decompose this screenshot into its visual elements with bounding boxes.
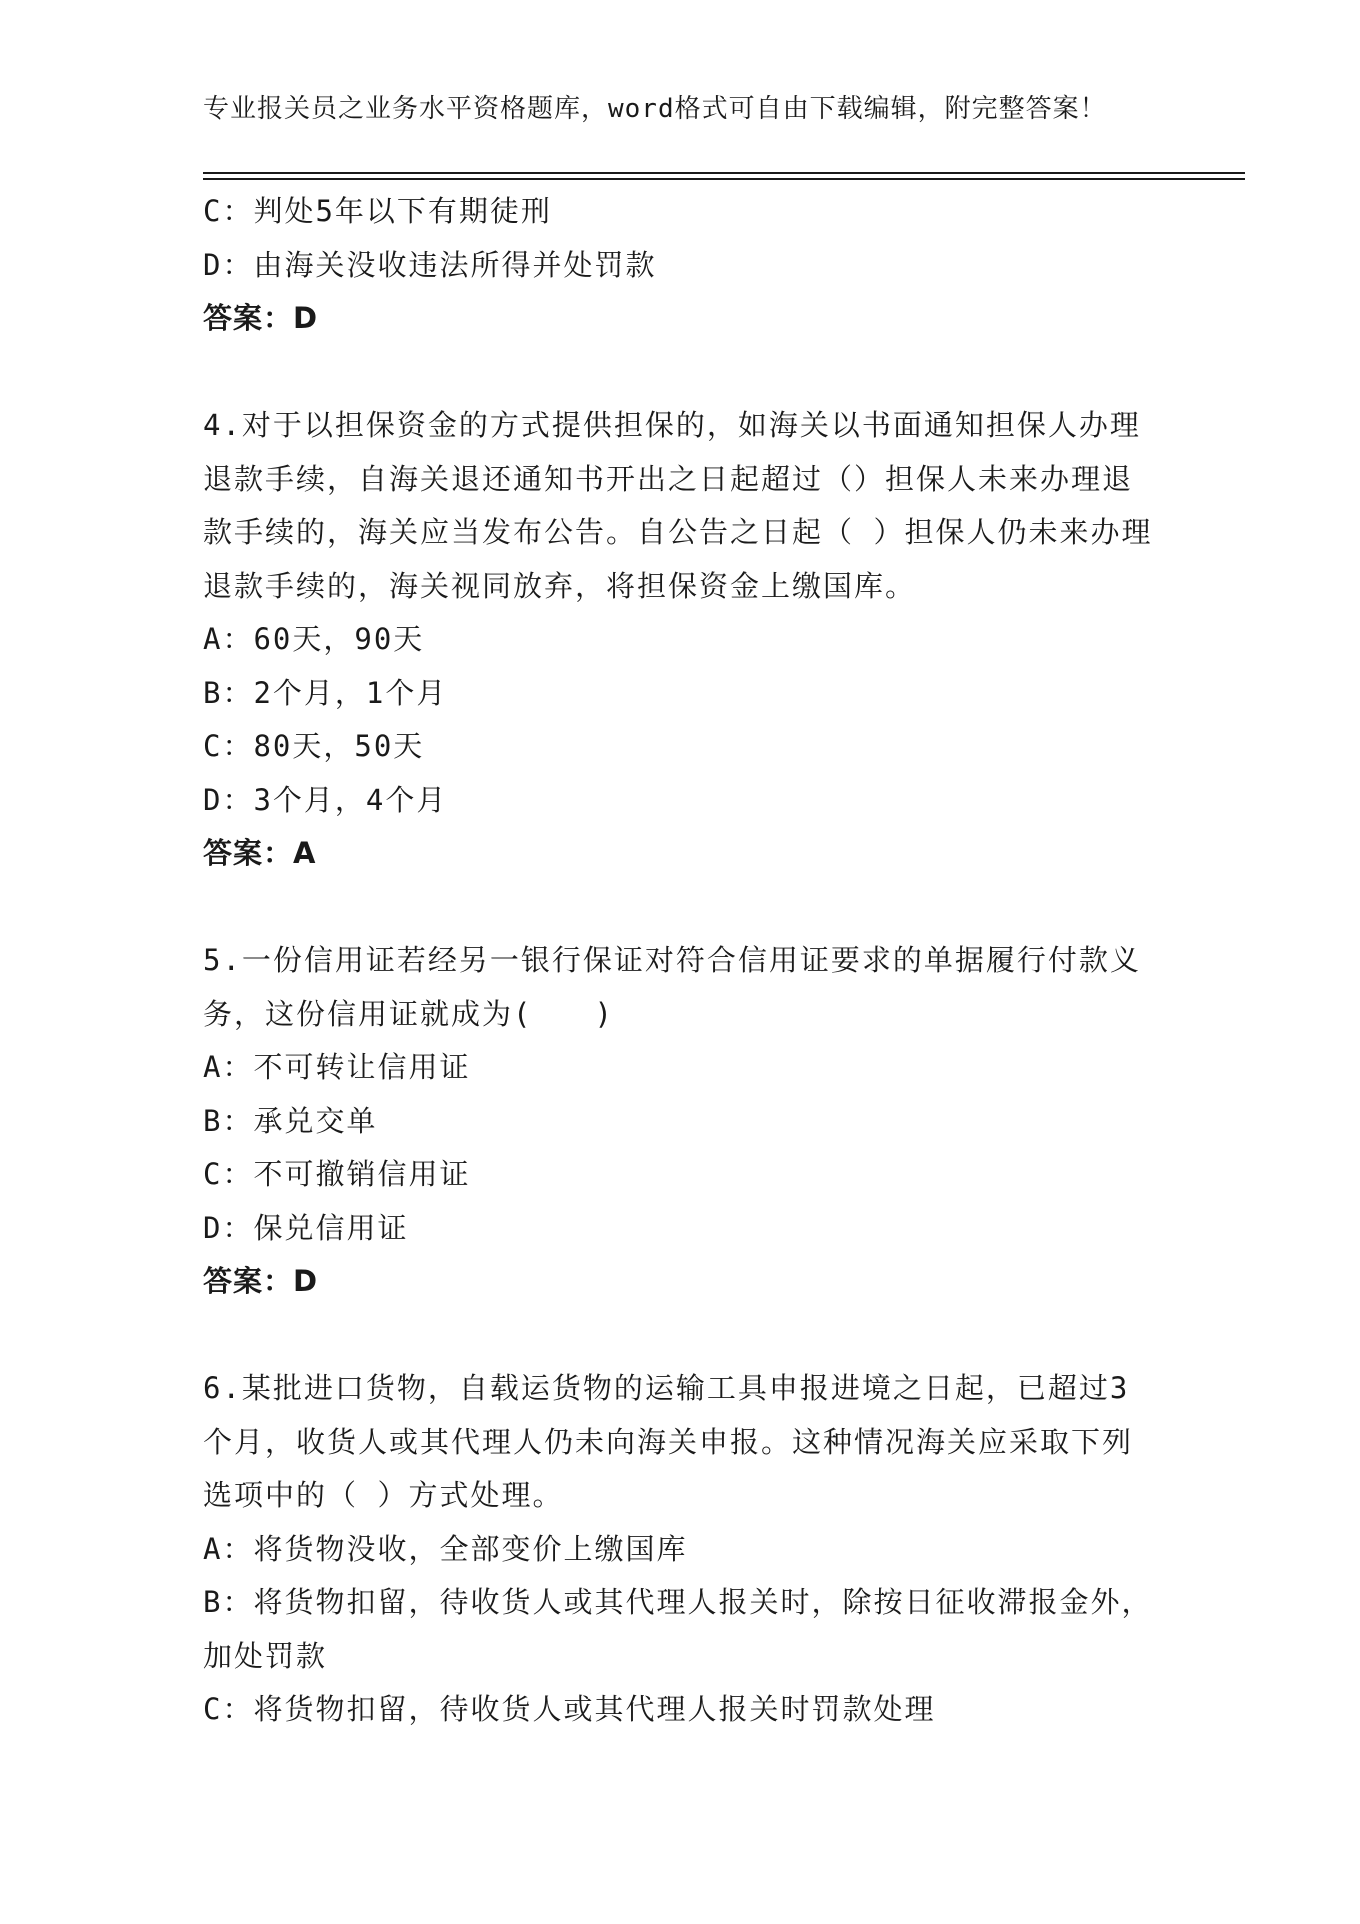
question-5 [203,934,1223,1309]
option-b-continued: 加处罚款 [203,1638,328,1673]
header-rule-top [203,172,1245,174]
question-text-line: 4.对于以担保资金的方式提供担保的，如海关以书面通知担保人办理 [203,408,1141,442]
option-b: B：将货物扣留，待收货人或其代理人报关时，除按日征收滞报金外， [203,1585,1153,1619]
page-header: 专业报关员之业务水平资格题库，word格式可自由下载编辑，附完整答案！ [203,94,1107,124]
spacer [203,1309,1223,1363]
option-c: C：80天，50天 [203,729,425,763]
answer: 答案：D [203,1264,319,1298]
question-4 [203,399,1223,881]
option-a: A：将货物没收，全部变价上缴国库 [203,1531,688,1566]
question-text-line: 5.一份信用证若经另一银行保证对符合信用证要求的单据履行付款义 [203,943,1141,977]
option-b: B：承兑交单 [203,1103,378,1138]
option-d: D：3个月，4个月 [203,782,448,817]
question-text-line: 务，这份信用证就成为( ) [203,996,614,1031]
option-a: A：不可转让信用证 [203,1050,471,1084]
spacer [203,881,1223,935]
question-text-line: 退款手续的，海关视同放弃，将担保资金上缴国库。 [203,568,917,603]
question-text-line: 款手续的，海关应当发布公告。自公告之日起（ ）担保人仍未来办理 [203,515,1153,549]
option-c: C：将货物扣留，待收货人或其代理人报关时罚款处理 [203,1692,936,1726]
question-text-line: 选项中的（ ）方式处理。 [203,1478,564,1512]
option-d: D：保兑信用证 [203,1210,409,1245]
question-text-line: 退款手续，自海关退还通知书开出之日起超过（）担保人未来办理退 [203,461,1134,496]
answer: 答案：D [203,301,319,335]
option-d: D：由海关没收违法所得并处罚款 [203,247,657,282]
answer: 答案：A [203,836,317,870]
question-text-line: 6.某批进口货物，自载运货物的运输工具申报进境之日起，已超过3 [203,1371,1130,1405]
question-3-tail [203,185,1223,346]
question-content [203,185,1223,1737]
question-6 [203,1362,1223,1737]
question-text-line: 个月，收货人或其代理人仍未向海关申报。这种情况海关应采取下列 [203,1424,1134,1459]
option-a: A：60天，90天 [203,622,425,656]
option-c: C：判处5年以下有期徒刑 [203,194,552,228]
option-c: C：不可撤销信用证 [203,1157,471,1191]
header-rule-bottom [203,178,1245,180]
option-b: B：2个月，1个月 [203,675,448,710]
spacer [203,346,1223,400]
